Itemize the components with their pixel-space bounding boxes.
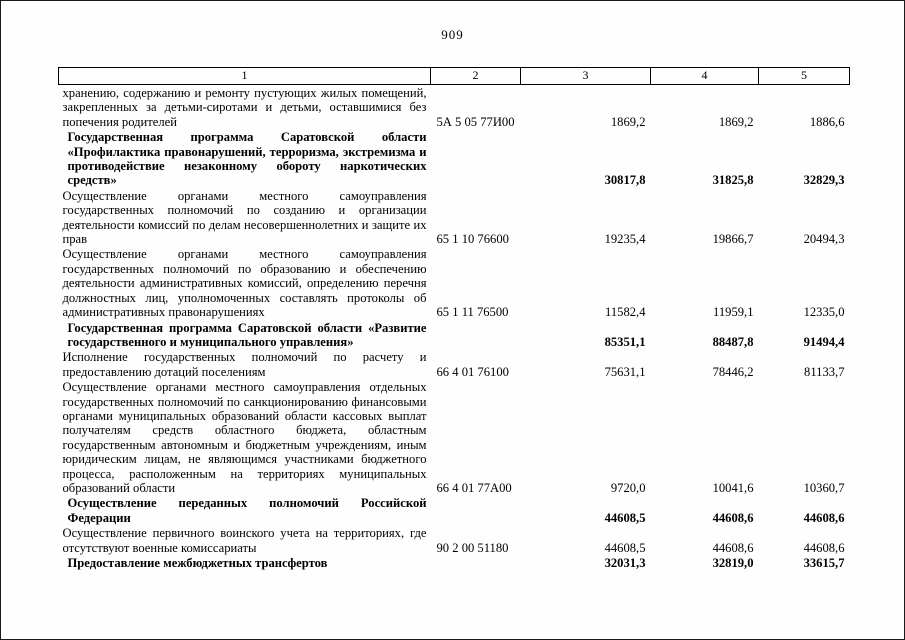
cell-name: Государственная программа Саратовской области «Развитие государственного и муниципального управления» (67, 320, 427, 349)
cell-value-1: 19235,4 (604, 232, 646, 247)
budget-table (58, 67, 850, 570)
cell-value-3: 12335,0 (803, 305, 845, 320)
table-row (59, 525, 850, 555)
table-row (59, 188, 850, 247)
cell-value-3: 32829,3 (803, 173, 845, 188)
table-row (59, 495, 850, 525)
cell-value-2: 88487,8 (712, 334, 754, 349)
page-number: 909 (441, 27, 464, 42)
cell-value-2: 31825,8 (712, 173, 754, 188)
cell-name: Осуществление органами местного самоуправления отдельных государственных полномочий по санкционированию финансовыми органами муниципальных образований области кассовых выплат получателям средств областного бюджета, областным государственным автономным и бюджетным учреждениям, иным юридическим лицам, не являющимся участниками бюджетного процесса, расположенным на территориях муниципальных образований области (62, 380, 427, 495)
cell-value-1: 75631,1 (604, 364, 646, 379)
cell-code (431, 320, 521, 350)
cell-value-2: 10041,6 (712, 480, 754, 495)
cell-name: Осуществление переданных полномочий Российской Федерации (67, 496, 427, 525)
cell-value-2: 11959,1 (713, 305, 754, 320)
column-header-3: 3 (521, 68, 651, 85)
cell-code: 66 4 01 76100 (436, 364, 509, 379)
table-row (59, 379, 850, 495)
cell-code: 90 2 00 51180 (436, 540, 509, 555)
table-row (59, 129, 850, 188)
cell-value-3: 44608,6 (803, 540, 845, 555)
column-header-4: 4 (651, 68, 759, 85)
cell-value-3: 91494,4 (803, 334, 845, 349)
cell-code: 65 1 10 76600 (436, 232, 509, 247)
column-header-5: 5 (759, 68, 850, 85)
table-row (59, 85, 850, 130)
table-row (59, 320, 850, 350)
cell-code (431, 129, 521, 188)
cell-value-1: 44608,5 (604, 540, 646, 555)
cell-name: Осуществление органами местного самоуправления государственных полномочий по созданию и организации деятельности комиссий по делам несовершеннолетних и защите их прав (62, 188, 427, 247)
cell-code: 65 1 11 76500 (436, 305, 509, 320)
cell-value-1: 9720,0 (610, 480, 646, 495)
column-header-2: 2 (431, 68, 521, 85)
cell-value-3: 81133,7 (804, 364, 845, 379)
cell-code (431, 555, 521, 570)
cell-value-2: 44608,6 (712, 510, 754, 525)
cell-value-1: 44608,5 (604, 510, 646, 525)
table-row (59, 349, 850, 379)
cell-name: Предоставление межбюджетных трансфертов (67, 556, 328, 570)
cell-value-1: 32031,3 (604, 556, 646, 570)
column-header-1: 1 (59, 68, 431, 85)
cell-code: 66 4 01 77А00 (436, 480, 512, 495)
cell-name: хранению, содержанию и ремонту пустующих жилых помещений, закрепленных за детьми-сиротами и детьми, оставшимися без попечения родителей (62, 86, 427, 129)
cell-value-1: 85351,1 (604, 334, 646, 349)
cell-name: Государственная программа Саратовской области «Профилактика правонарушений, терроризма, экстремизма и противодействие незаконному обороту наркотических средств» (67, 130, 427, 188)
cell-value-2: 32819,0 (712, 556, 754, 570)
table-row (59, 555, 850, 570)
cell-value-3: 44608,6 (803, 510, 845, 525)
cell-value-3: 33615,7 (803, 556, 845, 570)
cell-value-3: 10360,7 (803, 480, 845, 495)
cell-code: 5А 5 05 77И00 (436, 114, 515, 129)
cell-value-3: 20494,3 (803, 232, 845, 247)
cell-value-2: 1869,2 (718, 114, 754, 129)
table-header-row (59, 68, 850, 85)
table-row (59, 246, 850, 319)
cell-code (431, 495, 521, 525)
cell-value-1: 1869,2 (610, 114, 646, 129)
cell-value-2: 19866,7 (712, 232, 754, 247)
cell-value-1: 30817,8 (604, 173, 646, 188)
cell-value-2: 78446,2 (712, 364, 754, 379)
cell-value-2: 44608,6 (712, 540, 754, 555)
cell-name: Исполнение государственных полномочий по расчету и предоставлению дотаций поселениям (62, 350, 427, 379)
cell-name: Осуществление органами местного самоуправления государственных полномочий по образованию и обеспечению деятельности административных комиссий, определению перечня должностных лиц, уполномоченных составлять протоколы об административных правонарушениях (62, 247, 427, 320)
cell-value-1: 11582,4 (605, 305, 646, 320)
cell-name: Осуществление первичного воинского учета на территориях, где отсутствуют военные комиссариаты (62, 526, 427, 555)
cell-value-3: 1886,6 (809, 114, 845, 129)
